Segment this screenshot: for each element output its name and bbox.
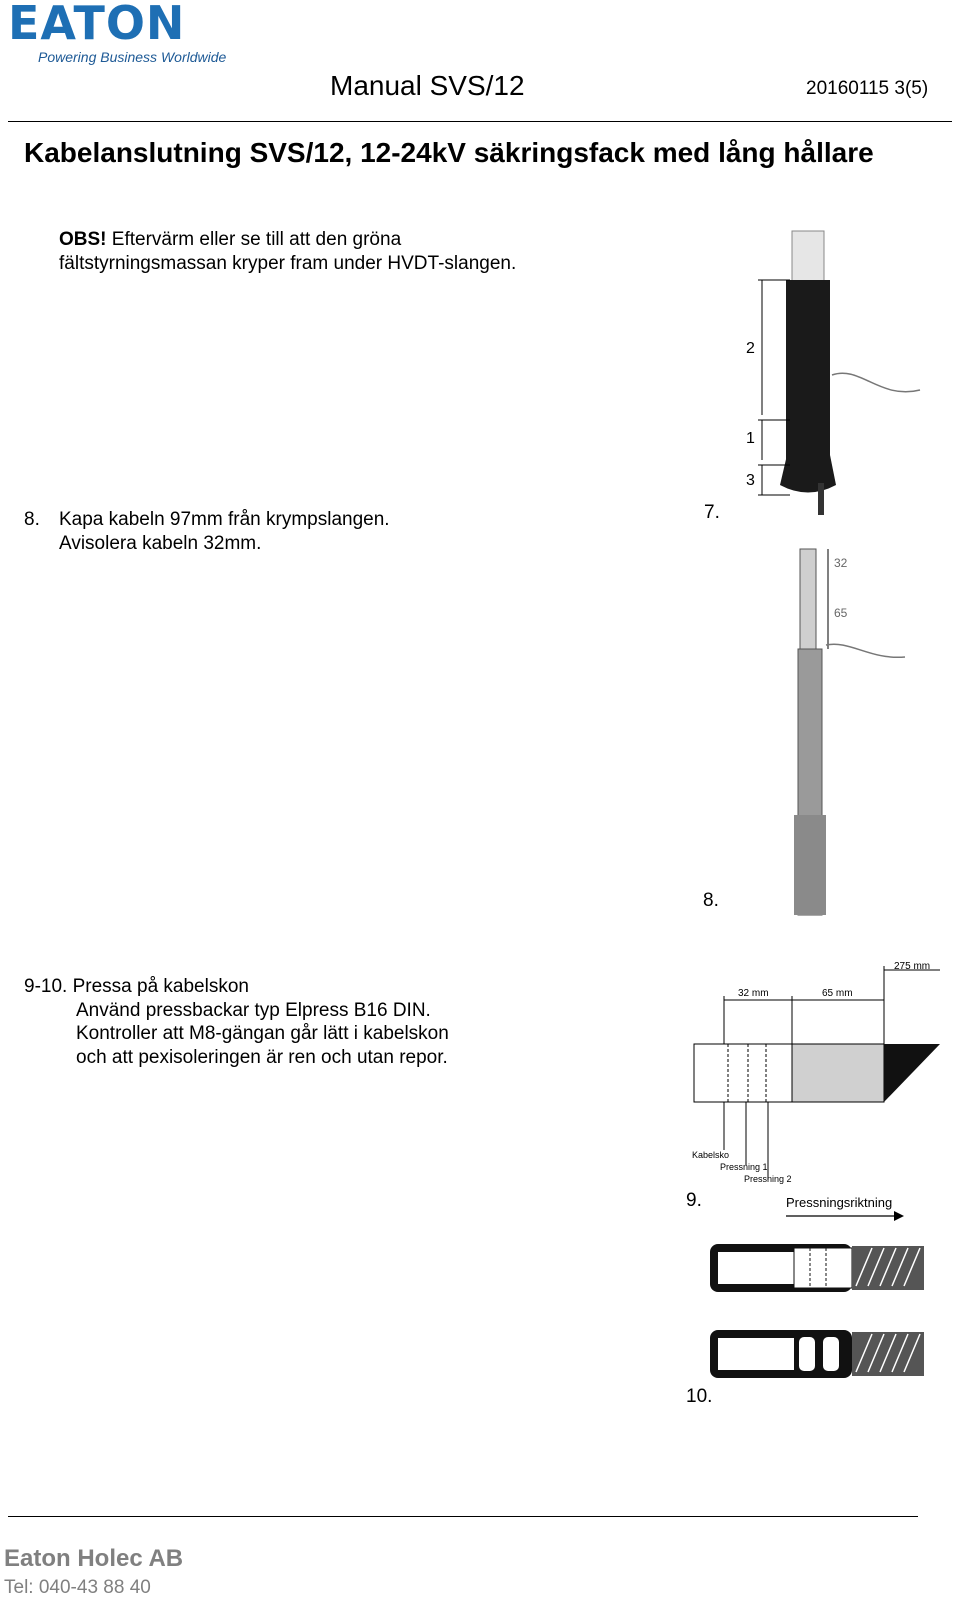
- step-8-number: 8.: [24, 509, 40, 530]
- figure-7-label: 7.: [704, 502, 720, 523]
- fig7-dim-1: 1: [746, 430, 755, 447]
- footer-divider: [8, 1516, 918, 1517]
- figure-10-label: 10.: [686, 1386, 713, 1407]
- step-9-10-line-2: Kontroller att M8-gängan går lätt i kabelskon: [76, 1023, 449, 1044]
- fig7-dim-2: 2: [746, 340, 755, 357]
- page-heading: Kabelanslutning SVS/12, 12-24kV säkringsfack med lång hållare: [24, 137, 874, 168]
- note-text: Eftervärm eller se till att den gröna: [106, 229, 402, 250]
- fig8-dim-32: 32: [834, 556, 848, 570]
- document-reference: 20160115 3(5): [806, 78, 929, 99]
- fig9-callout-pressning-1: Pressning 1: [720, 1162, 768, 1172]
- fig8-dim-65: 65: [834, 606, 848, 620]
- fig7-dim-3: 3: [746, 472, 755, 489]
- eaton-logo: EATON: [8, 0, 186, 50]
- figure-9-drawing: [688, 960, 950, 1195]
- note-prefix: OBS!: [59, 229, 107, 250]
- note-line-1: [59, 228, 401, 252]
- fig9-dim-32mm: 32 mm: [738, 988, 769, 999]
- step-8-line-1: Kapa kabeln 97mm från krympslangen.: [59, 509, 390, 530]
- figure-8-drawing: [780, 545, 920, 920]
- document-title: Manual SVS/12: [330, 70, 525, 101]
- step-9-10-line-3: och att pexisoleringen är ren och utan repor.: [76, 1047, 448, 1068]
- step-9-10-number: 9-10.: [24, 976, 68, 997]
- step-9-10-heading: [24, 975, 249, 999]
- fig9-callout-kabelsko: Kabelsko: [692, 1150, 730, 1160]
- figure-8-label: 8.: [703, 890, 719, 911]
- step-9-10-line-1: Använd pressbackar typ Elpress B16 DIN.: [76, 1000, 431, 1021]
- header-divider: [8, 121, 952, 122]
- fig9-dim-65mm: 65 mm: [822, 988, 853, 999]
- note-line-2: fältstyrningsmassan kryper fram under HVDT-slangen.: [59, 253, 517, 274]
- fig9-dim-275mm: 275 mm: [894, 961, 931, 972]
- logo-tagline: Powering Business Worldwide: [38, 49, 227, 65]
- fig9-callout-pressning-2: Pressning 2: [744, 1174, 792, 1184]
- press-direction-label: Pressningsriktning: [786, 1195, 893, 1210]
- figure-7-drawing: [720, 225, 950, 525]
- step-8-line-2: Avisolera kabeln 32mm.: [59, 533, 262, 554]
- press-direction-arrow-icon: [786, 1210, 906, 1222]
- lug-drawing-before: [704, 1238, 930, 1298]
- step-9-10-title: Pressa på kabelskon: [72, 976, 249, 997]
- figure-9-label: 9.: [686, 1190, 702, 1211]
- footer-phone: Tel: 040-43 88 40: [4, 1577, 151, 1598]
- lug-drawing-after: [704, 1324, 930, 1384]
- footer-company: Eaton Holec AB: [4, 1545, 184, 1572]
